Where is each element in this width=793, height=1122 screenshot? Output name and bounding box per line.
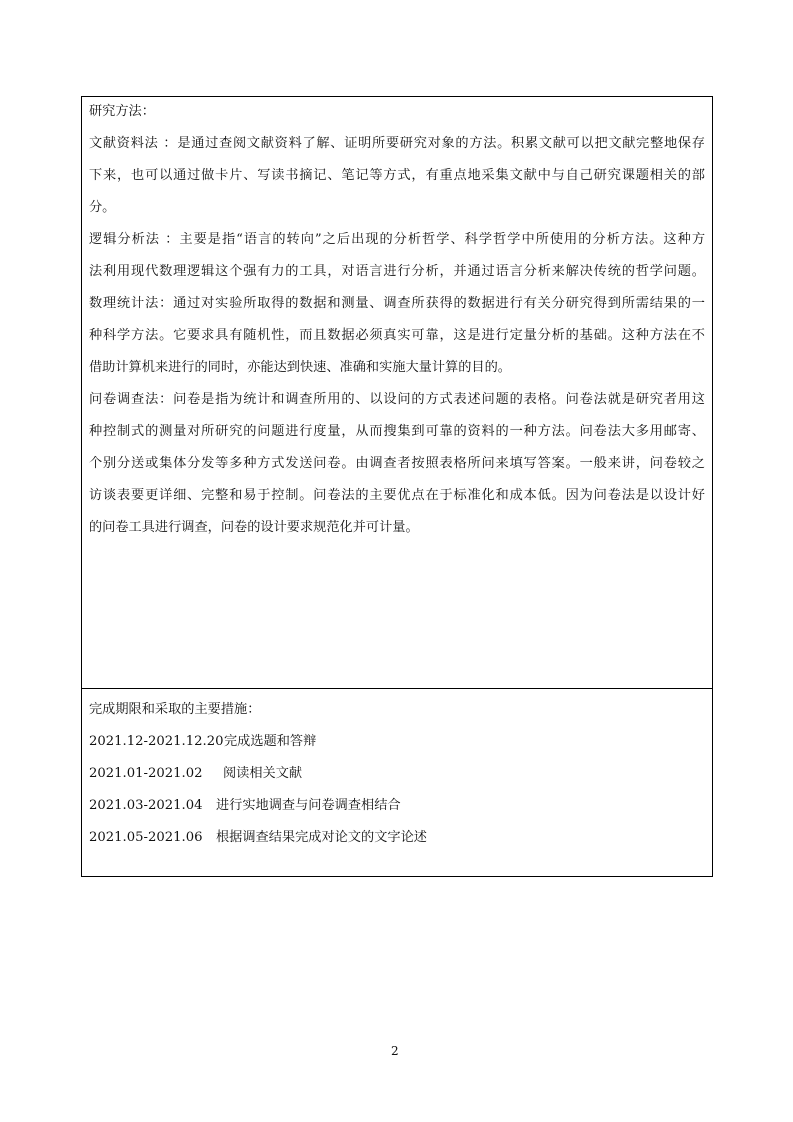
schedule-item xyxy=(89,734,317,750)
schedule-cell xyxy=(82,689,712,876)
paragraph-logic-line: 逻辑分析法 ：主要是指“语言的转向”之后出现的分析哲学、科学哲学中所使用的分析方法。这种方 xyxy=(89,232,705,247)
schedule-item xyxy=(89,798,401,814)
paragraph-questionnaire-line: 的问卷工具进行调查，问卷的设计要求规范化并可计量。 xyxy=(89,520,419,535)
proposal-table xyxy=(81,96,713,877)
schedule-period: 2021.03-2021.04 xyxy=(89,798,203,813)
schedule-period: 2021.01-2021.02 xyxy=(89,766,203,781)
research-methods-heading: 研究方法： xyxy=(89,104,155,119)
schedule-task: 根据调查结果完成对论文的文字论述 xyxy=(216,830,427,845)
paragraph-questionnaire-line: 种控制式的测量对所研究的问题进行度量，从而搜集到可靠的资料的一种方法。问卷法大多用邮寄、 xyxy=(89,424,705,439)
paragraph-literature-line: 下来，也可以通过做卡片、写读书摘记、笔记等方式，有重点地采集文献中与自己研究课题相关的部 xyxy=(89,168,705,183)
schedule-period: 2021.12-2021.12.20 xyxy=(89,734,224,749)
paragraph-statistics-line: 数理统计法：通过对实验所取得的数据和测量、调查所获得的数据进行有关分研究得到所需结果的一 xyxy=(89,296,705,311)
paragraph-literature-line: 文献资料法 ：是通过查阅文献资料了解、证明所要研究对象的方法。积累文献可以把文献完整地保存 xyxy=(89,136,705,151)
paragraph-statistics-line: 种科学方法。它要求具有随机性，而且数据必须真实可靠，这是进行定量分析的基础。这种方法在不 xyxy=(89,328,705,343)
paragraph-questionnaire-line: 访谈表要更详细、完整和易于控制。问卷法的主要优点在于标准化和成本低。因为问卷法是以设计好 xyxy=(89,488,705,503)
research-methods-cell xyxy=(82,97,712,689)
schedule-heading: 完成期限和采取的主要措施： xyxy=(89,702,261,717)
paragraph-statistics-line: 借助计算机来进行的同时，亦能达到快速、准确和实施大量计算的目的。 xyxy=(89,360,511,375)
schedule-task: 完成选题和答辩 xyxy=(224,734,317,749)
paragraph-logic-line: 法利用现代数理逻辑这个强有力的工具，对语言进行分析，并通过语言分析来解决传统的哲学问题。 xyxy=(89,264,705,279)
schedule-task: 阅读相关文献 xyxy=(223,766,303,781)
page-number: 2 xyxy=(391,1044,399,1058)
paragraph-literature-line: 分。 xyxy=(89,200,116,215)
schedule-period: 2021.05-2021.06 xyxy=(89,830,203,845)
paragraph-questionnaire-line: 个别分送或集体分发等多种方式发送问卷。由调查者按照表格所问来填写答案。一般来讲，问卷较之 xyxy=(89,456,705,471)
schedule-task: 进行实地调查与问卷调查相结合 xyxy=(216,798,401,813)
paragraph-questionnaire-line: 问卷调查法：问卷是指为统计和调查所用的、以设问的方式表述问题的表格。问卷法就是研究者用这 xyxy=(89,392,705,407)
schedule-item xyxy=(89,830,427,846)
schedule-item xyxy=(89,766,303,782)
